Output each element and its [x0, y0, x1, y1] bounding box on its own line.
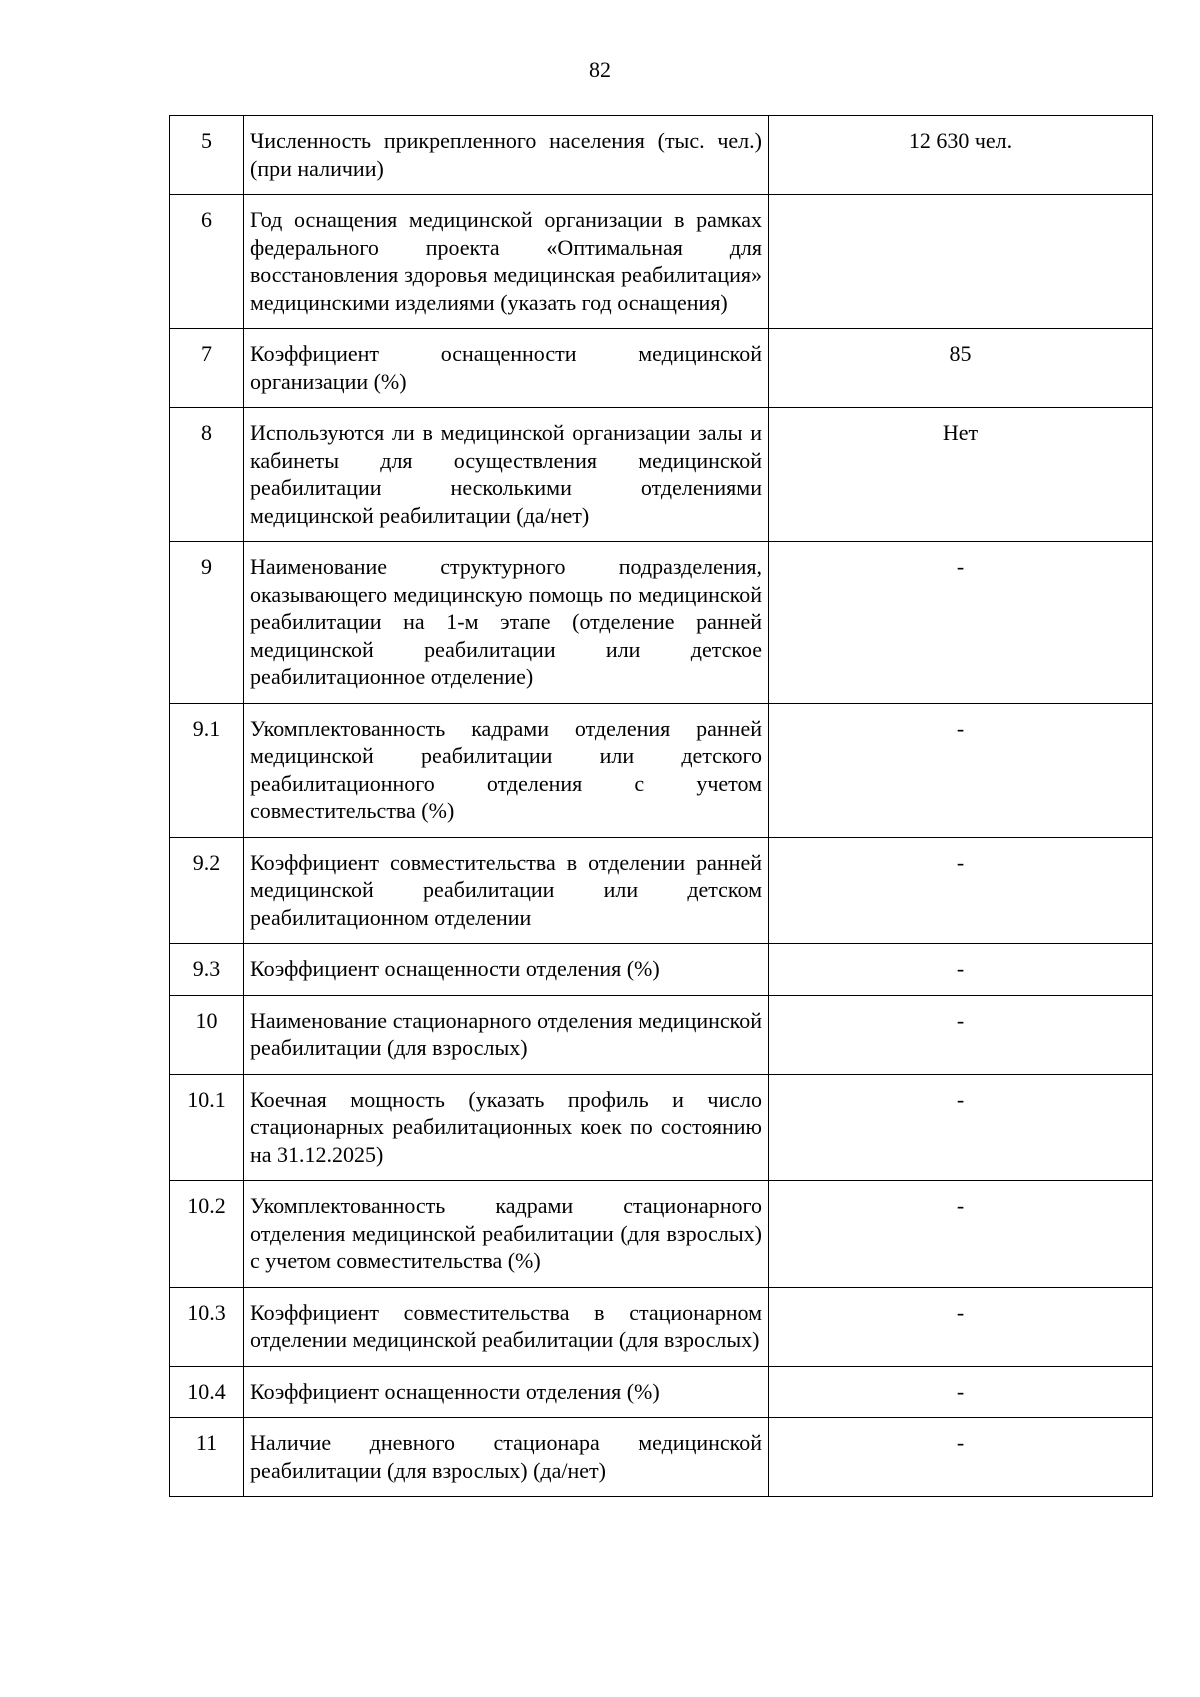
table-row — [170, 195, 1153, 329]
row-number: 10.2 — [170, 1181, 244, 1288]
table-row — [170, 703, 1153, 837]
row-number: 10.4 — [170, 1366, 244, 1418]
row-value: - — [769, 1366, 1153, 1418]
row-description: Год оснащения медицинской организации в рамках федерального проекта «Оптимальная для восстановления здоровья медицинская реабилитация» медицинскими изделиями (указать год оснащения) — [244, 195, 769, 329]
row-description: Укомплектованность кадрами отделения ранней медицинской реабилитации или детского реабилитационного отделения с учетом совместительства (%) — [244, 703, 769, 837]
row-value — [769, 195, 1153, 329]
row-value: - — [769, 837, 1153, 944]
row-value: - — [769, 1287, 1153, 1366]
row-description: Коэффициент оснащенности отделения (%) — [244, 944, 769, 996]
row-number: 9.1 — [170, 703, 244, 837]
row-number: 10.1 — [170, 1074, 244, 1181]
row-number: 8 — [170, 408, 244, 542]
row-value: 12 630 чел. — [769, 116, 1153, 195]
table-row — [170, 1181, 1153, 1288]
table-row — [170, 837, 1153, 944]
table-row — [170, 542, 1153, 704]
row-number: 9.3 — [170, 944, 244, 996]
row-description: Наличие дневного стационара медицинской реабилитации (для взрослых) (да/нет) — [244, 1418, 769, 1497]
row-description: Коэффициент оснащенности отделения (%) — [244, 1366, 769, 1418]
table-row — [170, 116, 1153, 195]
row-value: - — [769, 1418, 1153, 1497]
row-number: 10.3 — [170, 1287, 244, 1366]
row-description: Численность прикрепленного населения (тыс. чел.) (при наличии) — [244, 116, 769, 195]
row-number: 10 — [170, 995, 244, 1074]
row-description: Используются ли в медицинской организации залы и кабинеты для осуществления медицинской реабилитации несколькими отделениями медицинской реабилитации (да/нет) — [244, 408, 769, 542]
row-description: Коечная мощность (указать профиль и число стационарных реабилитационных коек по состоянию на 31.12.2025) — [244, 1074, 769, 1181]
row-description: Коэффициент совместительства в стационарном отделении медицинской реабилитации (для взрослых) — [244, 1287, 769, 1366]
row-description: Наименование структурного подразделения, оказывающего медицинскую помощь по медицинской реабилитации на 1-м этапе (отделение ранней медицинской реабилитации или детское реабилитационное отделение) — [244, 542, 769, 704]
row-number: 11 — [170, 1418, 244, 1497]
row-number: 9 — [170, 542, 244, 704]
row-description: Коэффициент оснащенности медицинской организации (%) — [244, 329, 769, 408]
row-number: 7 — [170, 329, 244, 408]
row-number: 5 — [170, 116, 244, 195]
row-description: Коэффициент совместительства в отделении ранней медицинской реабилитации или детском реабилитационном отделении — [244, 837, 769, 944]
row-value: - — [769, 542, 1153, 704]
row-number: 6 — [170, 195, 244, 329]
row-value: Нет — [769, 408, 1153, 542]
row-description: Наименование стационарного отделения медицинской реабилитации (для взрослых) — [244, 995, 769, 1074]
page-number: 82 — [589, 57, 611, 82]
row-value: 85 — [769, 329, 1153, 408]
row-value: - — [769, 944, 1153, 996]
table-row — [170, 1074, 1153, 1181]
row-description: Укомплектованность кадрами стационарного отделения медицинской реабилитации (для взрослых) с учетом совместительства (%) — [244, 1181, 769, 1288]
data-table — [169, 115, 1153, 1497]
row-value: - — [769, 995, 1153, 1074]
table-row — [170, 329, 1153, 408]
row-value: - — [769, 1074, 1153, 1181]
table-row — [170, 1418, 1153, 1497]
row-value: - — [769, 1181, 1153, 1288]
table-row — [170, 944, 1153, 996]
row-value: - — [769, 703, 1153, 837]
table-row — [170, 1366, 1153, 1418]
row-number: 9.2 — [170, 837, 244, 944]
table-row — [170, 995, 1153, 1074]
table-row — [170, 1287, 1153, 1366]
table-row — [170, 408, 1153, 542]
